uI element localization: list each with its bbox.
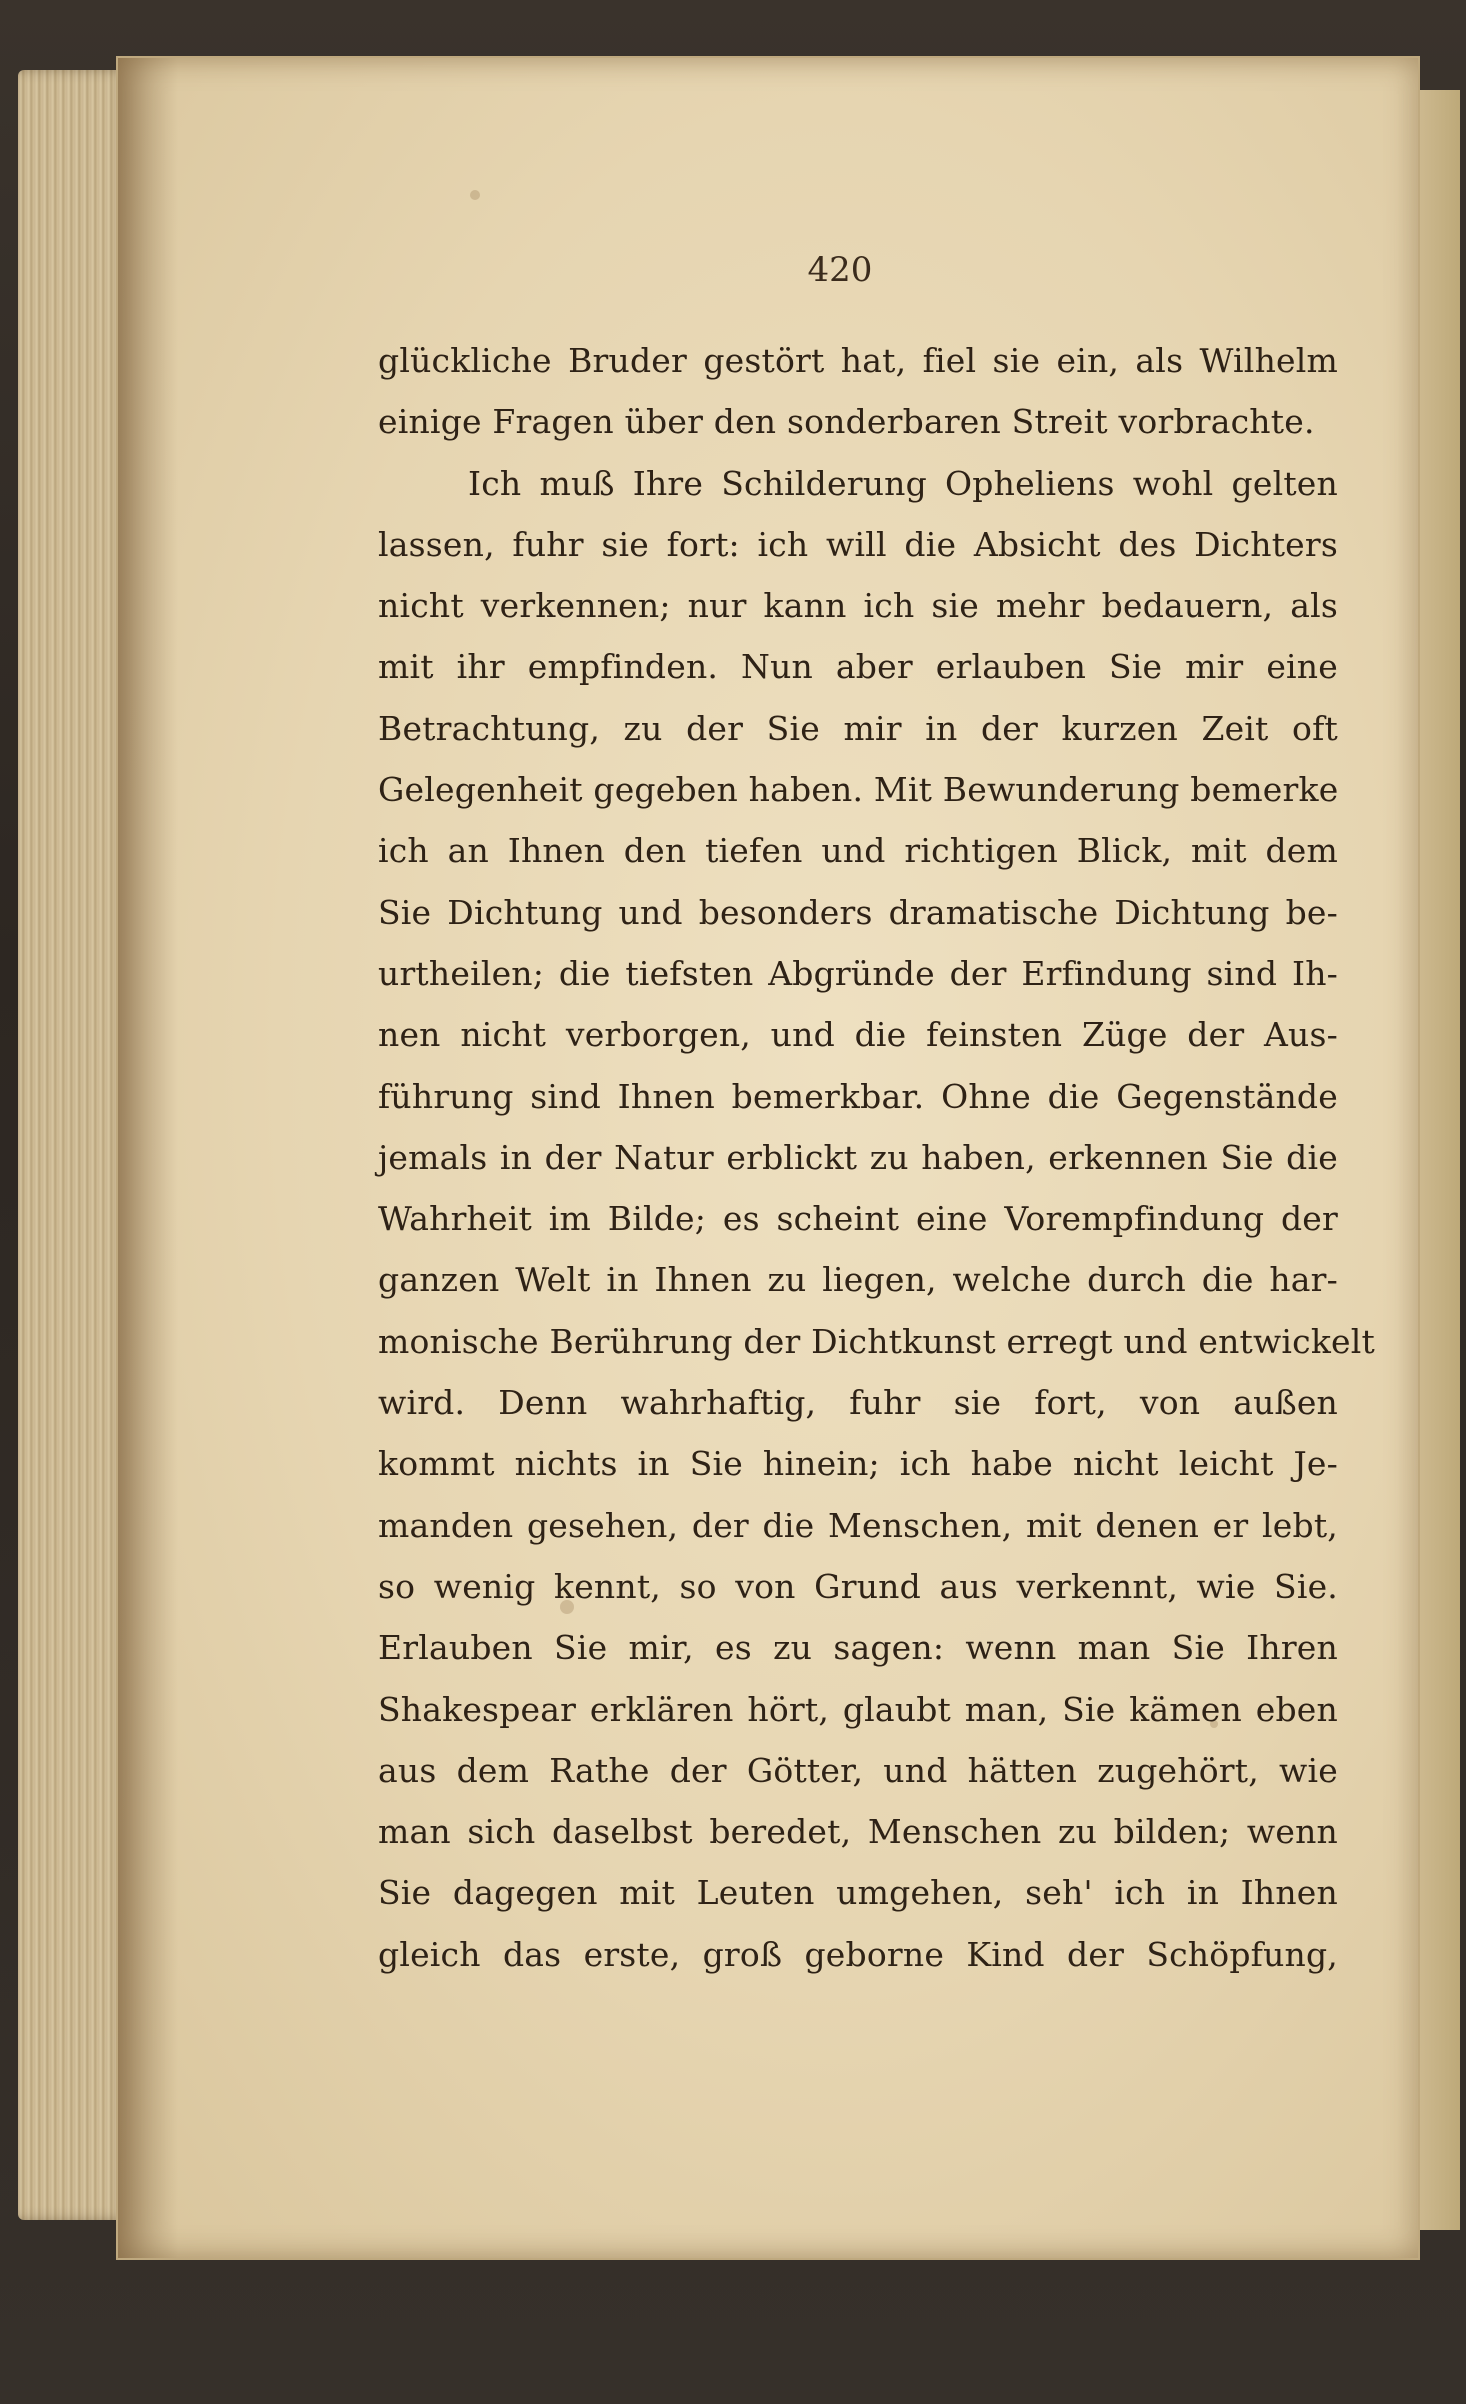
- text-line: Gelegenheit gegeben haben. Mit Bewunderung bemerke: [378, 770, 1339, 810]
- text-line: Ich muß Ihre Schilderung Opheliens wohl gelten: [468, 463, 1338, 503]
- next-page-edge: [1418, 90, 1460, 2230]
- text-line: einige Fragen über den sonderbaren Streit vorbrachte.: [378, 402, 1315, 442]
- page-number: 420: [807, 250, 873, 290]
- text-line: aus dem Rathe der Götter, und hätten zugehört, wie: [378, 1750, 1338, 1790]
- text-line: monische Berührung der Dichtkunst erregt und entwickelt: [378, 1321, 1376, 1361]
- text-line: Wahrheit im Bilde; es scheint eine Vorempfindung der: [378, 1199, 1338, 1239]
- text-line: nicht verkennen; nur kann ich sie mehr bedauern, als: [378, 586, 1338, 626]
- text-line: so wenig kennt, so von Grund aus verkennt, wie Sie.: [378, 1566, 1338, 1606]
- text-line: mit ihr empfinden. Nun aber erlauben Sie mir eine: [378, 647, 1338, 687]
- text-line: wird. Denn wahrhaftig, fuhr sie fort, von außen: [378, 1383, 1338, 1423]
- text-line: ich an Ihnen den tiefen und richtigen Blick, mit dem: [378, 831, 1338, 871]
- body-text: [378, 330, 1376, 1985]
- text-line: jemals in der Natur erblickt zu haben, erkennen Sie die: [378, 1137, 1338, 1177]
- text-line: manden gesehen, der die Menschen, mit denen er lebt,: [378, 1505, 1338, 1545]
- book-page-edges: [18, 70, 128, 2220]
- text-line: Shakespear erklären hört, glaubt man, Sie kämen eben: [378, 1689, 1338, 1729]
- text-line: ganzen Welt in Ihnen zu liegen, welche durch die har-: [378, 1260, 1338, 1300]
- text-line: Betrachtung, zu der Sie mir in der kurzen Zeit oft: [378, 708, 1338, 748]
- text-line: lassen, fuhr sie fort: ich will die Absicht des Dichters: [378, 524, 1338, 564]
- text-line: Sie Dichtung und besonders dramatische Dichtung be-: [378, 892, 1338, 932]
- foxing-spot: [470, 190, 480, 200]
- text-line: Erlauben Sie mir, es zu sagen: wenn man Sie Ihren: [378, 1628, 1338, 1668]
- text-line: nen nicht verborgen, und die feinsten Züge der Aus-: [378, 1015, 1338, 1055]
- text-line: führung sind Ihnen bemerkbar. Ohne die Gegenstände: [378, 1076, 1338, 1116]
- text-line: gleich das erste, groß geborne Kind der Schöpfung,: [378, 1934, 1338, 1974]
- text-line: Sie dagegen mit Leuten umgehen, seh' ich in Ihnen: [378, 1873, 1338, 1913]
- page-gutter-shadow: [118, 58, 178, 2258]
- text-line: man sich daselbst beredet, Menschen zu bilden; wenn: [378, 1812, 1338, 1852]
- text-line: urtheilen; die tiefsten Abgründe der Erfindung sind Ih-: [378, 953, 1338, 993]
- text-line: kommt nichts in Sie hinein; ich habe nicht leicht Je-: [378, 1444, 1338, 1484]
- text-line: glückliche Bruder gestört hat, fiel sie ein, als Wilhelm: [378, 341, 1338, 380]
